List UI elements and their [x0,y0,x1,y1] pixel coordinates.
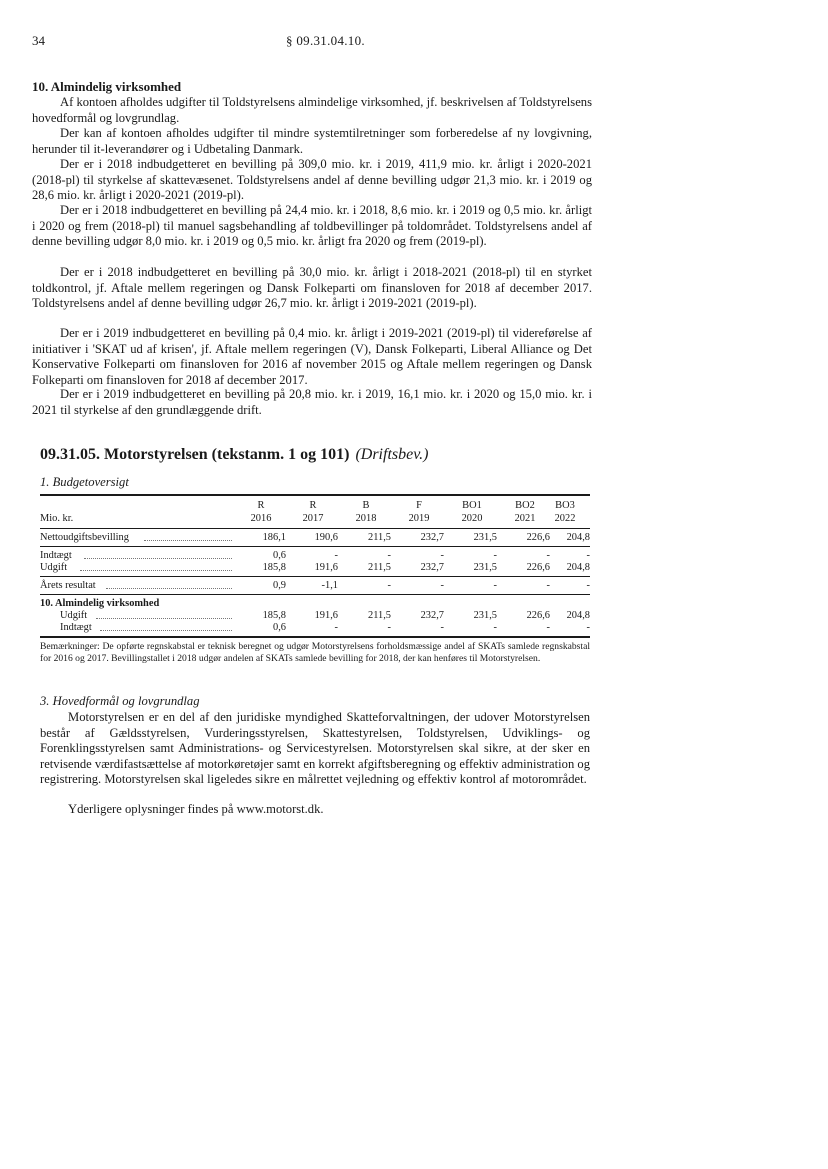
cell: 232,7 [420,610,444,621]
col-type: BO2 [515,500,535,511]
col-type: R [257,500,265,511]
cell: 191,6 [314,562,338,573]
section-reference: § 09.31.04.10. [286,33,365,48]
cell: - [440,550,444,561]
table-top-rule [40,494,590,496]
table-remarks: Bemærkninger: De opførte regnskabstal er teknisk beregnet og udgør Motorstyrelsens forholdsmæssige andel af SKATs samlede regnskabstal for 2016 og 2017. Bevillingstallet i 2018 udgør andelen af SKATs samlede bevilling for 2018, der kan henføres til Motorstyrelsen. [40,641,590,664]
cell: 204,8 [566,532,590,543]
table-row [40,550,590,562]
paragraph: Af kontoen afholdes udgifter til Toldstyrelsens almindelige virksomhed, jf. beskrivelsen af Toldstyrelsens hovedformål og lovgrundlag. [32,95,592,125]
table-row [40,610,590,622]
cell: 226,6 [526,562,550,573]
cell: 204,8 [566,562,590,573]
paragraph: Der er i 2019 indbudgetteret en bevilling på 20,8 mio. kr. i 2019, 16,1 mio. kr. i 2020 og 15,0 mio. kr. i 2021 til styrkelse af den grundlæggende drift. [32,387,592,417]
cell: - [546,580,550,591]
col-type: B [362,500,370,511]
cell: 211,5 [368,532,391,543]
col-type: R [309,500,317,511]
cell: - [334,550,338,561]
group-label: 10. Almindelig virksomhed [40,598,160,609]
col-type: BO1 [462,500,482,511]
col-year: 2016 [250,513,272,524]
cell: 211,5 [368,610,391,621]
cell: -1,1 [321,580,338,591]
col-year: 2017 [302,513,324,524]
cell: - [387,550,391,561]
cell: - [586,580,590,591]
paragraph: Der er i 2018 indbudgetteret en bevilling på 309,0 mio. kr. i 2019, 411,9 mio. kr. årligt i 2020-2021 (2018-pl) til styrkelse af skattevæsenet. Toldstyrelsens andel af denne bevilling udgør 21,3 mio. kr. i 2019 og 28,6 mio. kr. årligt i 2020-2021 (2019-pl). [32,157,592,202]
table-row [40,580,590,592]
cell: - [546,622,550,633]
cell: 186,1 [262,532,286,543]
cell: 226,6 [526,532,550,543]
col-year: 2021 [514,513,536,524]
cell: - [493,550,497,561]
table-bottom-rule [40,636,590,638]
cell: - [493,622,497,633]
leader-dots [84,558,232,559]
cell: 226,6 [526,610,550,621]
row-rule [40,546,590,547]
row-label: Udgift [60,610,88,621]
col-type: F [416,500,422,511]
section-title-text: 09.31.05. Motorstyrelsen (tekstanm. 1 og 101) [40,446,350,463]
cell: - [387,622,391,633]
row-label: Indtægt [60,622,92,633]
section-heading: 10. Almindelig virksomhed [32,79,182,94]
cell: - [334,622,338,633]
cell: 191,6 [314,610,338,621]
purpose-subheading: 3. Hovedformål og lovgrundlag [40,694,200,708]
table-row [40,532,590,544]
table-group-row [40,598,590,610]
cell: - [440,622,444,633]
paragraph: Motorstyrelsen er en del af den juridiske myndighed Skatteforvaltningen, der udover Motorstyrelsen består af Gældsstyrelsen, Vurderingsstyrelsen, Skattestyrelsen, Toldstyrelsen, Udviklings- og Forenklingsstyrelsen samt Administrations- og Servicestyrelsen. Motorstyrelsen skal sikre, at der sker en retvisende værdifastsættelse af motorkøretøjer samt en korrekt afgiftsberegning og effektiv administration og registrering. Motorstyrelsen skal ligeledes sikre en målrettet vejledning og effektiv kontrol af motorområdet. [40,710,590,786]
row-rule [40,576,590,577]
cell: 231,5 [473,562,497,573]
row-label: Årets resultat [40,580,96,591]
paragraph: Der er i 2019 indbudgetteret en bevilling på 0,4 mio. kr. årligt i 2019-2021 (2019-pl) til videreførelse af initiativer i 'SKAT ud af krisen', jf. Aftale mellem regeringen (V), Dansk Folkeparti, Liberal Alliance og Det Konservative Folkeparti om finansloven for 2016 af november 2015 og Aftale mellem regeringen og Dansk Folkeparti om finansloven for 2018 af december 2017. [32,326,592,387]
leader-dots [106,588,232,589]
table-row [40,622,590,634]
row-label: Nettoudgiftsbevilling [40,532,129,543]
cell: 0,6 [273,550,286,561]
cell: 211,5 [368,562,391,573]
leader-dots [100,630,232,631]
paragraph: Der er i 2018 indbudgetteret en bevilling på 24,4 mio. kr. i 2018, 8,6 mio. kr. i 2019 og 0,5 mio. kr. årligt i 2020 og frem (2018-pl) til manuel sagsbehandling af toldbevillinger på toldområdet. Toldstyrelsens andel af denne bevilling udgør 8,0 mio. kr. i 2019 og 0,5 mio. kr. årligt fra 2020 og frem (2019-pl). [32,203,592,248]
cell: 0,9 [273,580,286,591]
cell: 231,5 [473,532,497,543]
cell: - [586,550,590,561]
col-year: 2018 [355,513,377,524]
col-year: 2019 [408,513,430,524]
row-rule [40,594,590,595]
paragraph: Yderligere oplysninger findes på www.motorst.dk. [68,802,324,816]
header-rule [40,528,590,529]
page-number: 34 [32,33,45,48]
leader-dots [96,618,232,619]
col-type: BO3 [555,500,575,511]
col-year: 2020 [461,513,483,524]
row-label: Indtægt [40,550,72,561]
cell: 185,8 [262,562,286,573]
cell: 231,5 [473,610,497,621]
cell: 190,6 [314,532,338,543]
paragraph: Der er i 2018 indbudgetteret en bevilling på 30,0 mio. kr. årligt i 2018-2021 (2018-pl) til en styrket toldkontrol, jf. Aftale mellem regeringen og Dansk Folkeparti om finansloven for 2018 af december 2017. Toldstyrelsens andel af denne bevilling udgør 26,7 mio. kr. årligt i 2019-2021 (2019-pl). [32,265,592,310]
cell: 232,7 [420,532,444,543]
cell: - [493,580,497,591]
cell: - [586,622,590,633]
paragraph: Der kan af kontoen afholdes udgifter til mindre systemtilretninger som forberedelse af ny lovgivning, herunder til it-leverandører og i Udbetaling Danmark. [32,126,592,156]
cell: 232,7 [420,562,444,573]
leader-dots [80,570,232,571]
section-title [40,446,428,464]
table-row [40,562,590,574]
unit-label: Mio. kr. [40,513,74,524]
cell: - [546,550,550,561]
leader-dots [144,540,232,541]
row-label: Udgift [40,562,68,573]
cell: 204,8 [566,610,590,621]
budget-subheading: 1. Budgetoversigt [40,475,129,489]
cell: 0,6 [273,622,286,633]
cell: 185,8 [262,610,286,621]
cell: - [387,580,391,591]
col-year: 2022 [554,513,576,524]
cell: - [440,580,444,591]
section-title-note: (Driftsbev.) [355,446,429,463]
